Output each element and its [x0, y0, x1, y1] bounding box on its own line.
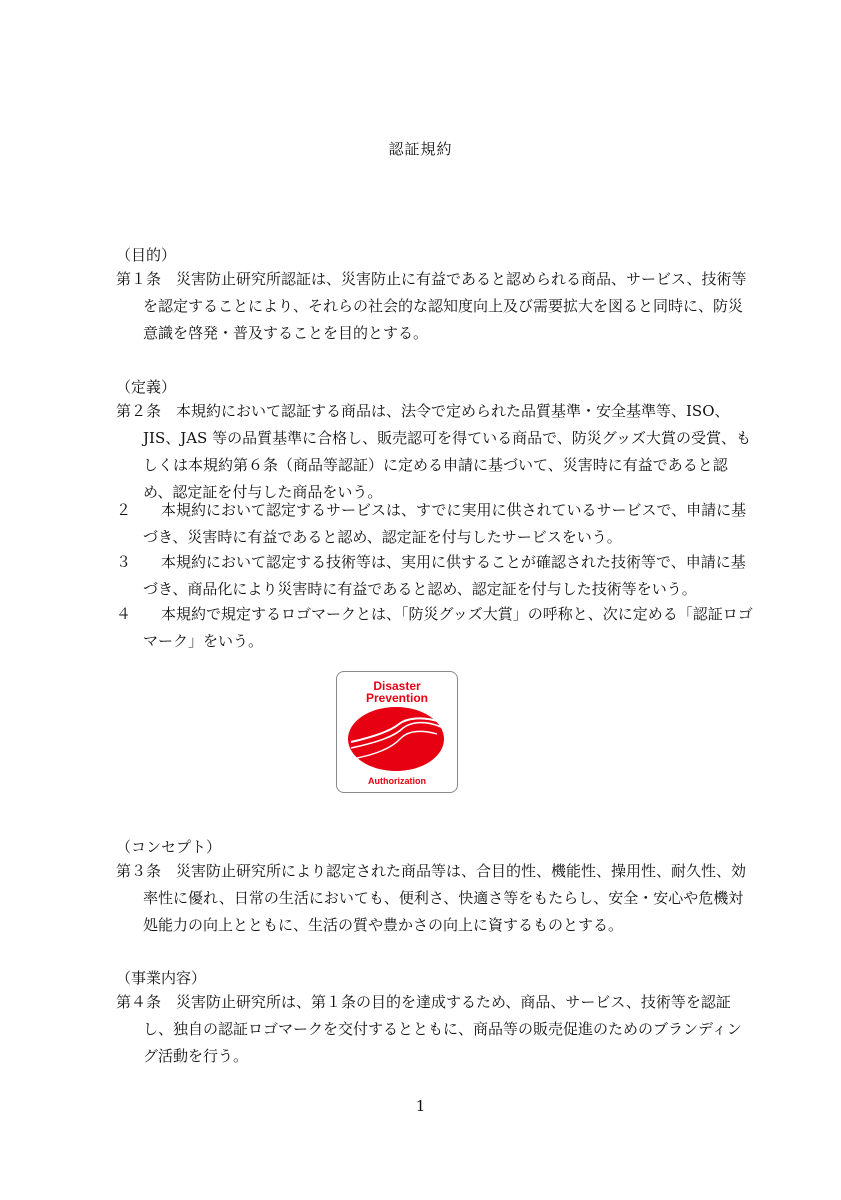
document-title: 認証規約: [388, 140, 453, 158]
section-heading-business: （事業内容）: [116, 969, 207, 987]
article-3: 第３条 災害防止研究所により認定された商品等は、合目的性、機能性、操用性、耐久性、効率性に優れ、日常の生活においても、便利さ、快適さ等をもたらし、安全・安心や危機対処能力の向上とともに、生活の質や豊かさの向上に資するものとする。: [116, 862, 747, 934]
article-2-paragraph-4: ４ 本規約で規定するロゴマークとは、「防災グッズ大賞」の呼称と、次に定める「認証ロゴマーク」をいう。: [116, 605, 753, 650]
logo-mark-icon: [337, 672, 457, 792]
article-2: 第２条 本規約において認証する商品は、法令で定められた品質基準・安全基準等、ISO、JIS、JAS 等の品質基準に合格し、販売認可を得ている商品で、防災グッズ大賞の受賞、もしくは本規約第６条（商品等認証）に定める申請に基づいて、災害時に有益であると認め、認定証を付与した商品をいう。: [116, 402, 752, 501]
logo-text-authorization: Authorization: [368, 776, 426, 786]
article-4: 第４条 災害防止研究所は、第１条の目的を達成するため、商品、サービス、技術等を認証し、独自の認証ロゴマークを交付するとともに、商品等の販売促進のためのブランディング活動を行う。: [116, 993, 742, 1065]
article-2-paragraph-3: ３ 本規約において認定する技術等は、実用に供することが確認された技術等で、申請に基づき、商品化により災害時に有益であると認め、認定証を付与した技術等をいう。: [116, 553, 746, 598]
article-1: 第１条 災害防止研究所認証は、災害防止に有益であると認められる商品、サービス、技術等を認定することにより、それらの社会的な認知度向上及び需要拡大を図ると同時に、防災意識を啓発・普及することを目的とする。: [116, 270, 747, 342]
logo-text-disaster: Disaster: [373, 679, 421, 693]
logo-text-prevention: Prevention: [365, 691, 429, 705]
section-heading-definition: （定義）: [116, 378, 177, 396]
article-2-paragraph-2: ２ 本規約において認定するサービスは、すでに実用に供されているサービスで、申請に基づき、災害時に有益であると認め、認定証を付与したサービスをいう。: [116, 501, 747, 546]
authorization-logo: [336, 671, 458, 793]
page-number: 1: [415, 1097, 426, 1115]
section-heading-purpose: （目的）: [116, 246, 177, 264]
section-heading-concept: （コンセプト）: [116, 838, 222, 856]
